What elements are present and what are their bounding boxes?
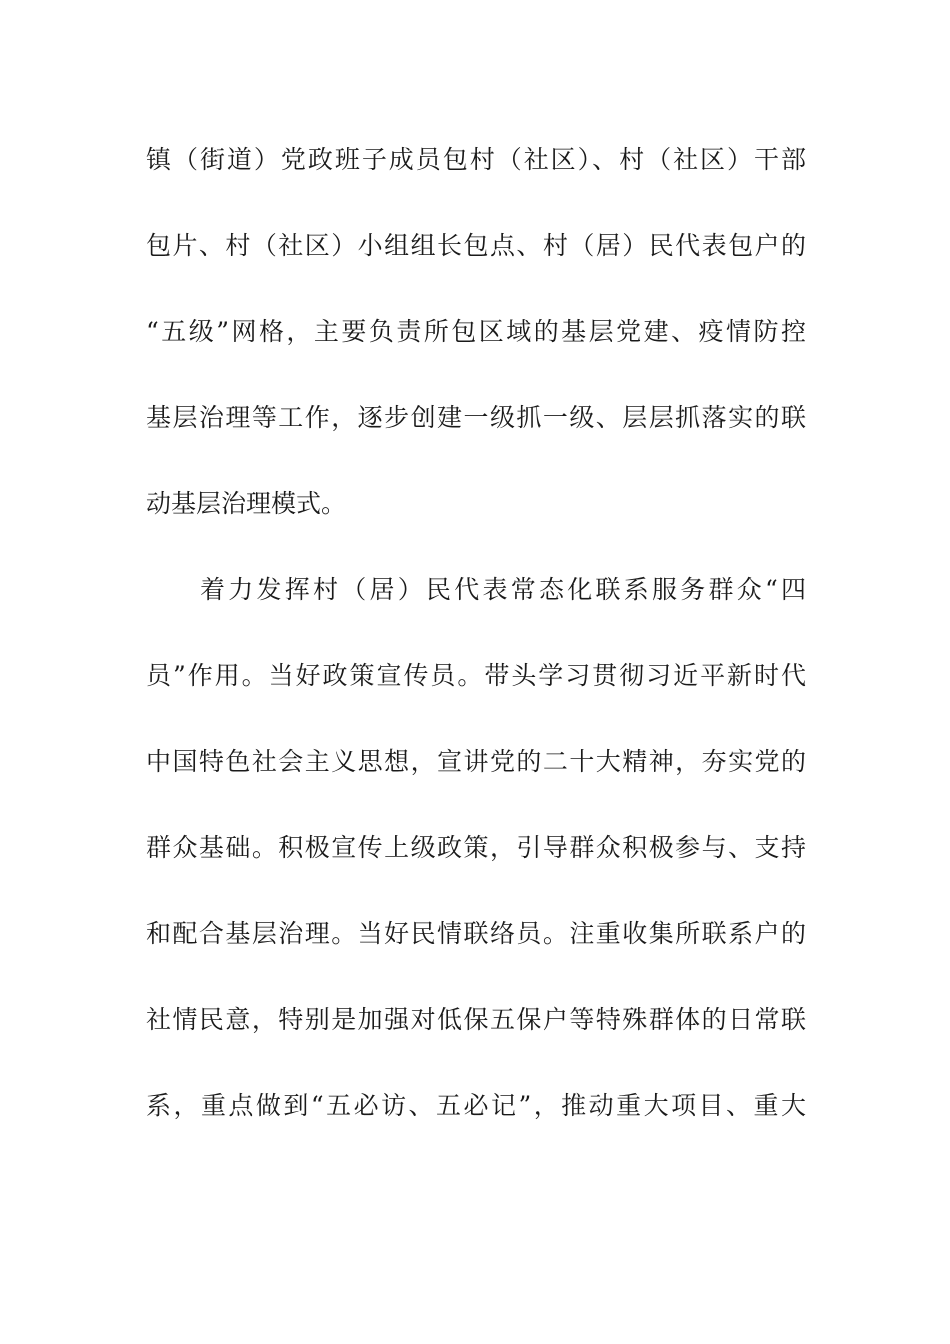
text-line: “五级”网格，主要负责所包区域的基层党建、疫情防控 bbox=[146, 317, 806, 346]
text-line: 群众基础。积极宣传上级政策，引导群众积极参与、支持 bbox=[146, 833, 806, 862]
text-line: 着力发挥村（居）民代表常态化联系服务群众“四 bbox=[200, 575, 806, 604]
text-line: 动基层治理模式。 bbox=[146, 489, 347, 518]
text-line: 镇（街道）党政班子成员包村（社区）、村（社区）干部 bbox=[146, 145, 806, 174]
text-line: 基层治理等工作，逐步创建一级抓一级、层层抓落实的联 bbox=[146, 403, 806, 432]
text-line: 系，重点做到“五必访、五必记”，推动重大项目、重大 bbox=[146, 1091, 806, 1120]
text-line: 包片、村（社区）小组组长包点、村（居）民代表包户的 bbox=[146, 231, 806, 260]
text-line: 社情民意，特别是加强对低保五保户等特殊群体的日常联 bbox=[146, 1005, 806, 1034]
document-body bbox=[146, 130, 806, 1162]
text-line: 员”作用。当好政策宣传员。带头学习贯彻习近平新时代 bbox=[146, 661, 806, 690]
text-line: 和配合基层治理。当好民情联络员。注重收集所联系户的 bbox=[146, 919, 806, 948]
text-line: 中国特色社会主义思想，宣讲党的二十大精神，夯实党的 bbox=[146, 747, 806, 776]
